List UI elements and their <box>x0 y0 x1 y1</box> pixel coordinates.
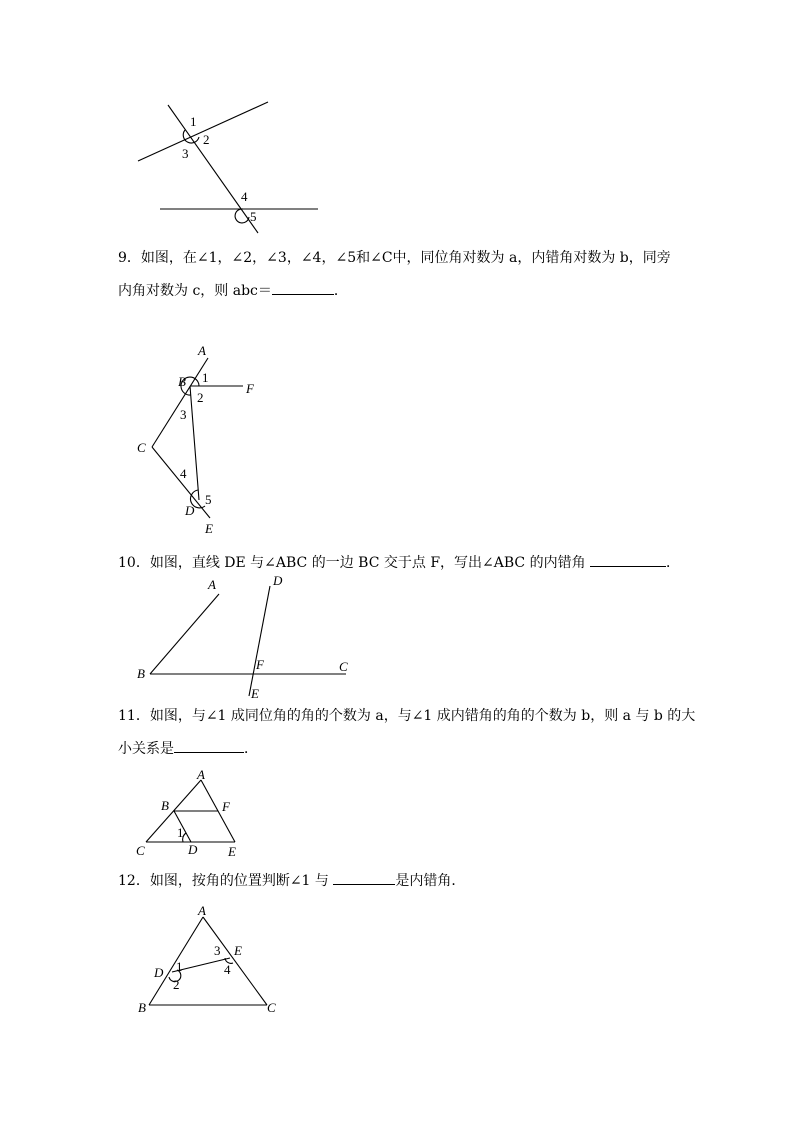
line-AC <box>203 917 267 1005</box>
question-11-line-2 <box>118 738 258 759</box>
question-10-text: 10．如图，直线 DE 与∠ABC 的一边 BC 交于点 F，写出∠ABC 的内错角 <box>118 555 586 571</box>
question-10 <box>118 552 680 573</box>
ray-BA <box>150 594 219 674</box>
angle-label-2: 2 <box>173 977 180 992</box>
question-9-line-1: 9．如图，在∠1，∠2，∠3，∠4，∠5和∠C中，同位角对数为 a，内错角对数为 b，同旁 <box>118 250 671 266</box>
point-label-A: A <box>198 903 206 918</box>
point-label-F: F <box>246 381 254 396</box>
angle-label-4: 4 <box>224 962 231 977</box>
answer-blank-q10[interactable] <box>590 552 666 567</box>
question-12 <box>118 870 465 891</box>
point-label-B: B <box>161 798 169 813</box>
point-label-B: B <box>178 374 186 389</box>
question-11-line-1: 11．如图，与∠1 成同位角的角的个数为 a，与∠1 成内错角的角的个数为 b，则 a 与 b 的大 <box>118 708 696 724</box>
angle-label-5: 5 <box>250 209 257 224</box>
question-12-text-end: 是内错角． <box>395 873 466 889</box>
point-label-D: D <box>188 842 198 857</box>
point-label-B: B <box>138 1000 146 1015</box>
point-label-A: A <box>198 343 206 358</box>
question-10-period: ． <box>666 555 681 571</box>
question-9-text: 内角对数为 c，则 abc＝ <box>118 283 272 299</box>
angle-label-1: 1 <box>177 825 184 840</box>
question-12-text: 12．如图，按角的位置判断∠1 与 <box>118 873 329 889</box>
angle-label-3: 3 <box>180 407 187 422</box>
point-label-C: C <box>267 1000 276 1015</box>
point-label-D: D <box>185 503 195 518</box>
figure-q11-triangles <box>130 765 260 865</box>
point-label-C: C <box>339 659 348 674</box>
point-label-E: E <box>228 844 236 859</box>
answer-blank-q11[interactable] <box>174 738 244 753</box>
question-11-text: 小关系是 <box>118 741 174 757</box>
angle-label-1: 1 <box>202 370 209 385</box>
point-label-E: E <box>251 686 259 701</box>
angle-label-4: 4 <box>241 189 248 204</box>
point-label-E: E <box>205 521 213 536</box>
point-label-B: B <box>137 666 145 681</box>
angle-label-5: 5 <box>205 492 212 507</box>
angle-label-3: 3 <box>214 943 221 958</box>
transversal-line <box>168 105 258 233</box>
point-label-D: D <box>273 573 283 588</box>
point-label-D: D <box>154 965 164 980</box>
question-9-line-2 <box>118 280 348 301</box>
answer-blank-q12[interactable] <box>333 870 395 885</box>
figure-q10-angle-line <box>130 572 360 702</box>
angle-label-4: 4 <box>180 466 187 481</box>
angle-label-2: 2 <box>197 390 204 405</box>
point-label-A: A <box>208 577 216 592</box>
point-label-E: E <box>234 943 242 958</box>
question-9-period: ． <box>333 283 348 299</box>
answer-blank-q9[interactable] <box>272 280 334 295</box>
figure-q9-triangle <box>130 340 270 540</box>
point-label-F: F <box>222 799 230 814</box>
angle-label-1: 1 <box>190 114 197 129</box>
figure-q12-triangle <box>130 900 290 1020</box>
point-label-C: C <box>136 843 145 858</box>
question-11-period: ． <box>244 741 258 757</box>
angle-label-3: 3 <box>182 146 189 161</box>
figure-q8-parallel-lines <box>130 95 330 240</box>
point-label-C: C <box>137 440 146 455</box>
point-label-F: F <box>256 657 264 672</box>
point-label-A: A <box>197 767 205 782</box>
line-DE <box>249 586 270 696</box>
angle-label-1: 1 <box>176 959 183 974</box>
angle-label-2: 2 <box>203 132 210 147</box>
